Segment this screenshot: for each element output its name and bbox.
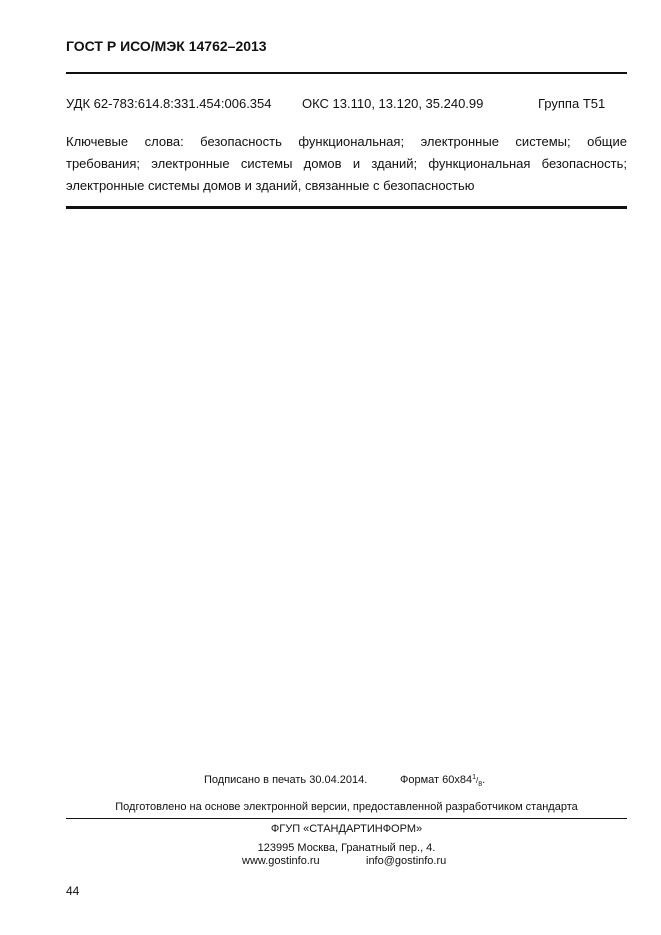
publisher-email: info@gostinfo.ru (366, 855, 447, 867)
header-rule (66, 72, 627, 74)
format-numerator: 1 (472, 774, 477, 781)
publisher-name: ФГУП «СТАНДАРТИНФОРМ» (270, 823, 423, 835)
keywords-line: Ключевые слова: безопасность функциональная; электронные системы; общие (66, 134, 627, 149)
format-suffix: . (482, 774, 486, 786)
format-denominator: 8 (478, 781, 483, 788)
keywords-line: требования; электронные системы домов и зданий; функциональная безопасность; (66, 156, 627, 171)
signed-to-print: Подписано в печать 30.04.2014. (204, 774, 368, 786)
prepared-note: Подготовлено на основе электронной версии, предоставленной разработчиком стандарта (115, 801, 578, 813)
print-format: Формат $60х84^1/_8$. (400, 774, 486, 788)
oks-code: ОКС 13.110, 13.120, 35.240.99 (302, 96, 484, 111)
udk-code: УДК 62-783:614.8:331.454:006.354 (66, 96, 272, 111)
imprint-rule (66, 818, 627, 819)
keywords-block (66, 131, 627, 197)
print-format-label: Формат 60х84 (400, 774, 473, 786)
keywords-rule (66, 206, 627, 209)
publisher-website: www.gostinfo.ru (242, 855, 320, 867)
group-code: Группа Т51 (538, 96, 606, 111)
keywords-line: электронные системы домов и зданий, связанные с безопасностью (66, 178, 475, 193)
standard-title: ГОСТ Р ИСО/МЭК 14762–2013 (66, 38, 267, 54)
page-number: 44 (66, 884, 80, 898)
publisher-address: 123995 Москва, Гранатный пер., 4. (257, 842, 436, 854)
